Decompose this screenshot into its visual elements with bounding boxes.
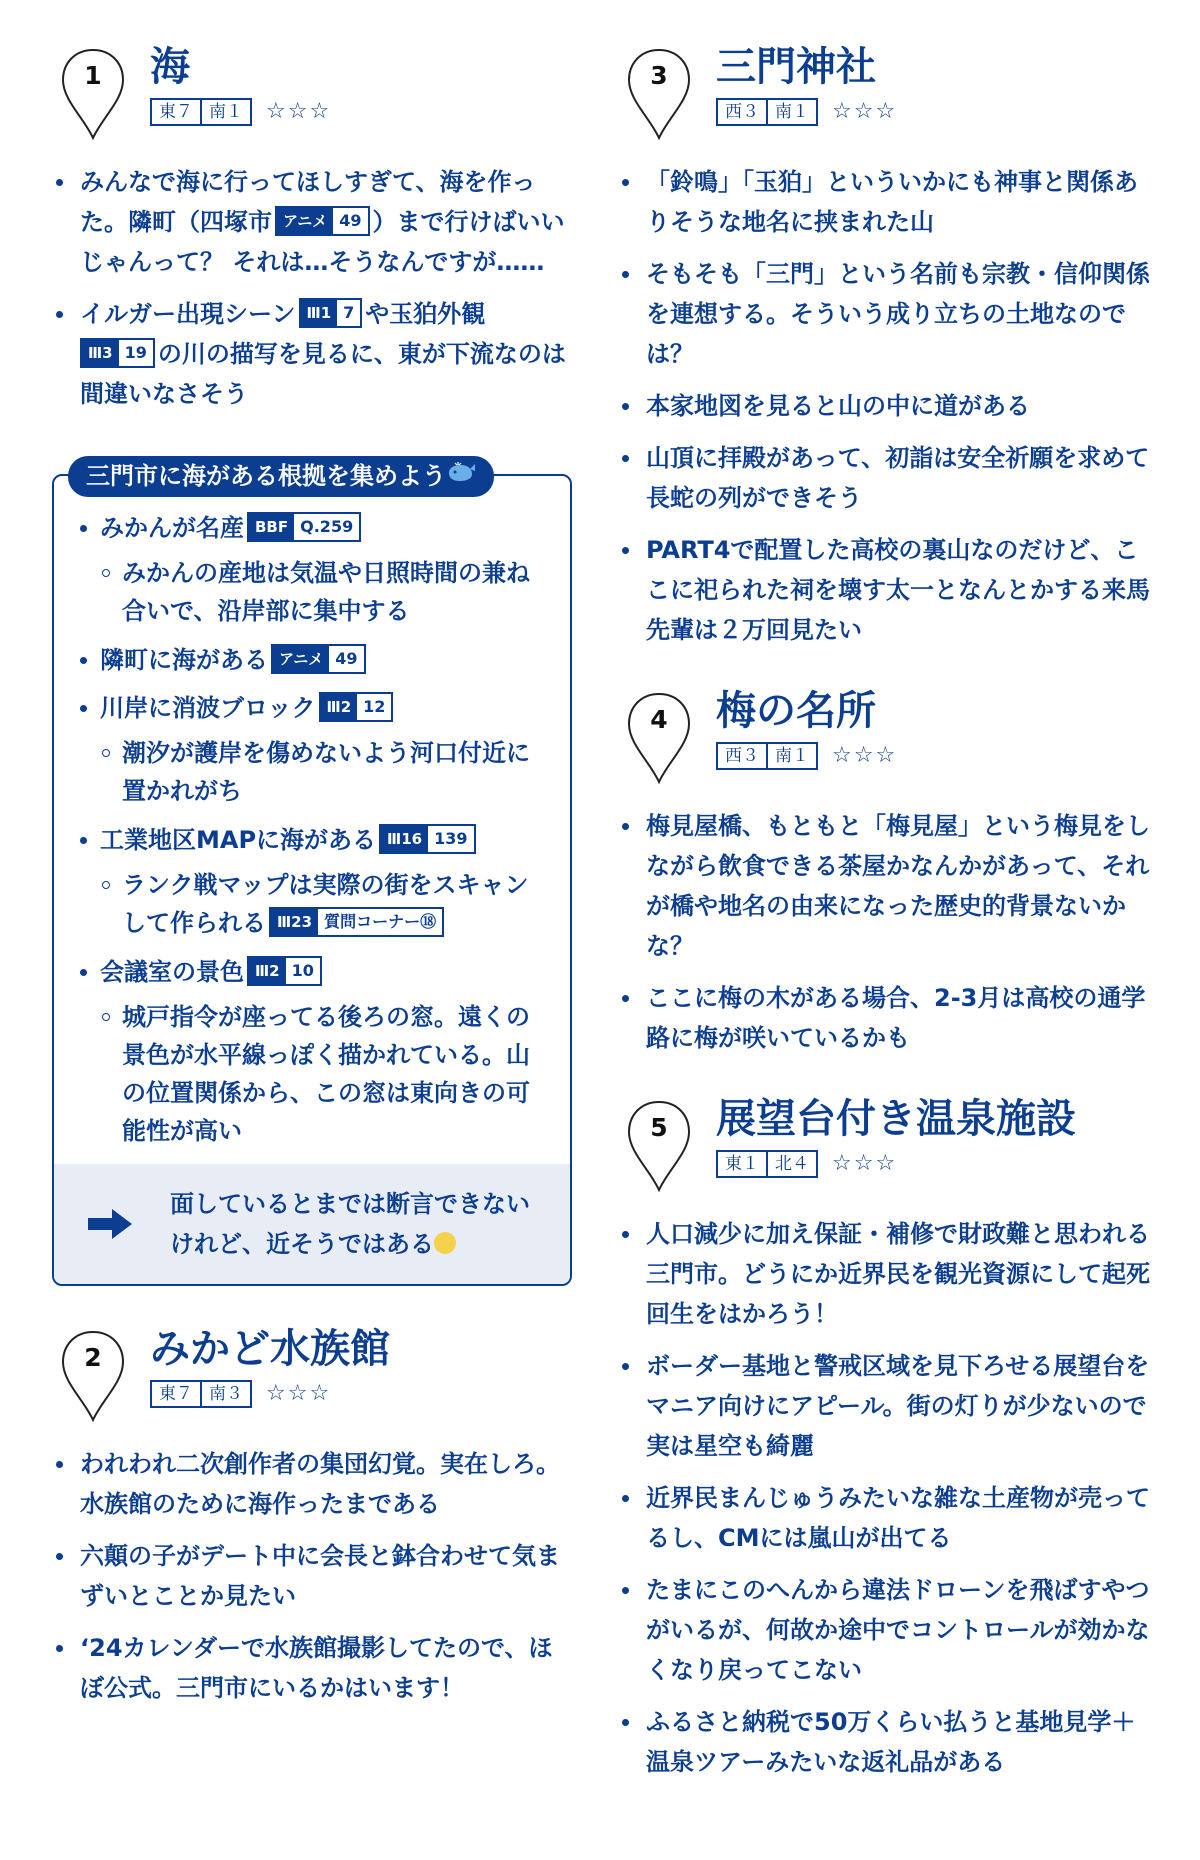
pin-number: 3	[650, 61, 668, 90]
list-item: みんなで海に行ってほしすぎて、海を作った。隣町（四塚市 アニメ 49 ）まで行けばいいじゃんって？ それは…そうなんですが……	[52, 162, 572, 282]
reference-badge: Ⅲ2 10	[247, 956, 322, 986]
list-item: イルガー出現シーン Ⅲ1 7 や玉狛外観 Ⅲ3 19 の川の描写を見るに、東が下流なのは間違いなさそう	[52, 294, 572, 414]
list-item: 六顛の子がデート中に会長と鉢合わせて気まずいとことか見たい	[52, 1536, 572, 1616]
list-item: 近界民まんじゅうみたいな雑な土産物が売ってるし、CMには嵐山が出てる	[618, 1478, 1158, 1558]
conclusion-panel	[54, 1164, 570, 1284]
list-item: そもそも「三門」という名前も宗教・信仰関係を連想する。そういう成り立ちの土地なのでは？	[618, 254, 1158, 374]
list-subitem: みかんの産地は気温や日照時間の兼ね合いで、沿岸部に集中する	[78, 554, 550, 630]
map-pin-icon	[626, 692, 692, 784]
section-title: 梅の名所	[716, 688, 876, 734]
section-3	[618, 40, 1158, 650]
list-subitem: 城戸指令が座ってる後ろの窓。遠くの景色が水平線っぽく描かれている。山の位置関係から、この窓は東向きの可能性が高い	[78, 998, 550, 1150]
pin-number: 2	[84, 1343, 102, 1372]
conclusion-text: 面しているとまでは断言できないけれど、近そうではある	[170, 1190, 530, 1258]
list-item: ボーダー基地と警戒区域を見下ろせる展望台をマニア向けにアピール。街の灯りが少ないので実は星空も綺麗	[618, 1346, 1158, 1466]
map-pin-icon	[60, 1330, 126, 1422]
evidence-box-title: 三門市に海がある根拠を集めよう	[68, 456, 494, 497]
map-pin-icon	[626, 48, 692, 140]
reference-badge: アニメ 49	[271, 644, 366, 674]
section-title: みかど水族館	[150, 1326, 390, 1372]
map-pin-icon	[626, 1100, 692, 1192]
emoji-icon	[434, 1232, 456, 1254]
rating-stars-icon: ☆☆☆	[266, 1381, 332, 1406]
evidence-box	[52, 462, 572, 1286]
pin-number: 1	[84, 61, 102, 90]
rating-stars-icon: ☆☆☆	[832, 99, 898, 124]
rating-stars-icon: ☆☆☆	[266, 99, 332, 124]
section-title: 三門神社	[716, 44, 876, 90]
rating-stars-icon: ☆☆☆	[832, 1151, 898, 1176]
list-item: われわれ二次創作者の集団幻覚。実在しろ。水族館のために海作ったまである	[52, 1444, 572, 1524]
reference-badge: Ⅲ23 質問コーナー⑱	[269, 907, 444, 937]
list-subitem: 潮汐が護岸を傷めないよう河口付近に置かれがち	[78, 734, 550, 810]
list-item: 川岸に消波ブロック Ⅲ2 12	[78, 690, 550, 726]
list-item: PART4で配置した高校の裏山なのだけど、ここに祀られた祠を壊す太一となんとかする来馬先輩は２万回見たい	[618, 530, 1158, 650]
section-title: 海	[150, 44, 190, 90]
list-item: 梅見屋橋、もともと「梅見屋」という梅見をしながら飲食できる茶屋かなんかがあって、それが橋や地名の由来になった歴史的背景ないかな？	[618, 806, 1158, 966]
left-column	[52, 40, 572, 1720]
list-item: 会議室の景色 Ⅲ2 10	[78, 954, 550, 990]
coordinate-badge: 東７ 南３	[150, 1380, 252, 1408]
list-item: 「鈴鳴」「玉狛」といういかにも神事と関係ありそうな地名に挟まれた山	[618, 162, 1158, 242]
reference-badge: アニメ 49	[275, 206, 370, 236]
reference-badge: Ⅲ16 139	[379, 824, 475, 854]
coordinate-badge: 東７ 南１	[150, 98, 252, 126]
list-item: みかんが名産 BBF Q.259	[78, 510, 550, 546]
reference-badge: Ⅲ1 7	[299, 298, 363, 328]
list-item: たまにこのへんから違法ドローンを飛ばすやつがいるが、何故か途中でコントロールが効かなくなり戻ってこない	[618, 1570, 1158, 1690]
pin-number: 4	[650, 705, 668, 734]
reference-badge: BBF Q.259	[247, 512, 361, 542]
coordinate-badge: 東１ 北４	[716, 1150, 818, 1178]
section-5	[618, 1092, 1158, 1782]
list-subitem: ランク戦マップは実際の街をスキャンして作られる Ⅲ23 質問コーナー⑱	[78, 866, 550, 942]
map-pin-icon	[60, 48, 126, 140]
list-item: ふるさと納税で50万くらい払うと基地見学＋温泉ツアーみたいな返礼品がある	[618, 1702, 1158, 1782]
right-column	[618, 40, 1158, 1794]
list-item: ʻ24カレンダーで水族館撮影してたので、ほぼ公式。三門市にいるかはいます！	[52, 1628, 572, 1708]
coordinate-badge: 西３ 南１	[716, 742, 818, 770]
reference-badge: Ⅲ3 19	[80, 338, 155, 368]
rating-stars-icon: ☆☆☆	[832, 743, 898, 768]
section-4	[618, 684, 1158, 1058]
coordinate-badge: 西３ 南１	[716, 98, 818, 126]
whale-icon	[446, 459, 476, 491]
section-1	[52, 40, 572, 1286]
list-item: 山頂に拝殿があって、初詣は安全祈願を求めて長蛇の列ができそう	[618, 438, 1158, 518]
list-item: 人口減少に加え保証・補修で財政難と思われる三門市。どうにか近界民を観光資源にして起死回生をはかろう！	[618, 1214, 1158, 1334]
list-item: 工業地区MAPに海がある Ⅲ16 139	[78, 822, 550, 858]
list-item: ここに梅の木がある場合、2-3月は高校の通学路に梅が咲いているかも	[618, 978, 1158, 1058]
reference-badge: Ⅲ2 12	[319, 692, 394, 722]
arrow-right-icon	[86, 1207, 134, 1241]
list-item: 隣町に海がある アニメ 49	[78, 642, 550, 678]
section-title: 展望台付き温泉施設	[716, 1096, 1076, 1142]
list-item: 本家地図を見ると山の中に道がある	[618, 386, 1158, 426]
pin-number: 5	[650, 1113, 668, 1142]
section-2	[52, 1322, 572, 1708]
